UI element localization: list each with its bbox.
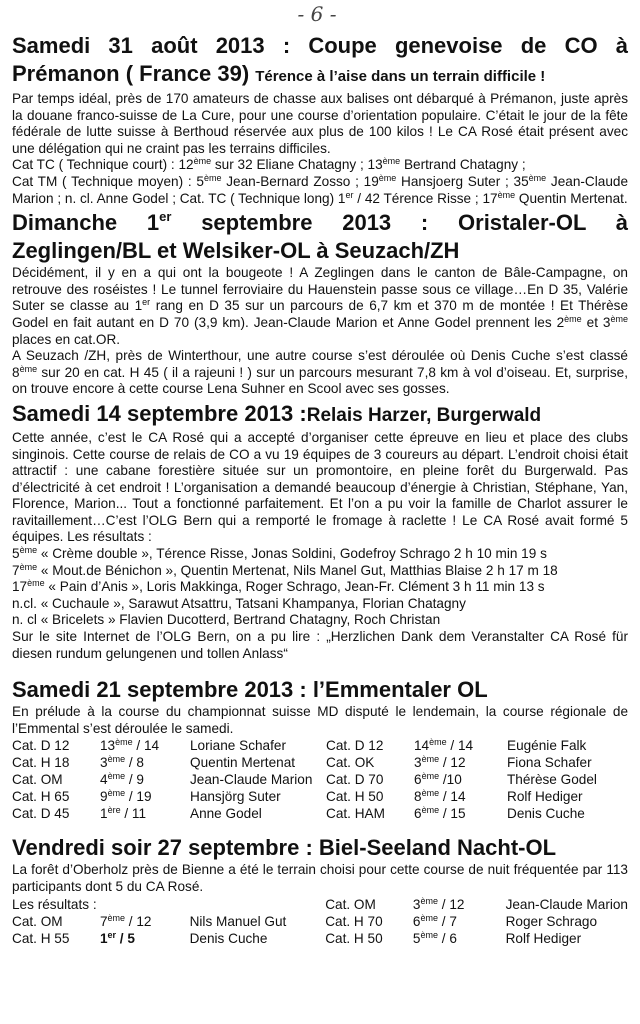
results-paragraph: Cat TC ( Technique court) : 12ème sur 32 Eliane Chatagny ; 13ème Bertrand Chatagny ; Cat TM ( Technique moyen) : 5ème Jean-Bernard Zosso ; 19ème Hansjoerg Suter ; 35ème Jean-Claude Marion ; n. cl. Anne Godel ; Cat. TC ( Technique long) 1er / 42 Térence Risse ; 17ème Quentin Mertenat. — [12, 156, 629, 206]
section-title: Samedi 31 août 2013 : Coupe genevoise de CO à — [12, 33, 628, 58]
table-cell: Denis Cuche — [189, 930, 268, 946]
table-cell — [100, 896, 190, 913]
table-row — [12, 805, 597, 822]
table-cell: 5ème / 6 — [412, 929, 457, 946]
table-cell: Cat. D 12 — [326, 738, 384, 754]
results-table — [12, 737, 597, 822]
table-row — [12, 754, 597, 771]
table-cell: 1er / 5 — [99, 929, 135, 946]
table-cell: Cat. H 50 — [326, 789, 384, 805]
table-cell: Cat. OM — [12, 913, 63, 929]
results-table — [12, 896, 628, 947]
table-cell: Cat. HAM — [326, 806, 385, 822]
table-cell: Loriane Schafer — [190, 738, 286, 754]
relay-result: 7ème « Mout.de Bénichon », Quentin Mertenat, Nils Manel Gut, Matthias Blaise 2 h 17 m 18 — [12, 561, 558, 578]
table-cell: Cat. OM — [325, 896, 376, 912]
table-cell: Anne Godel — [190, 806, 262, 822]
relay-result: 17ème « Pain d’Anis », Loris Makkinga, Roger Schrago, Jean-Fr. Clément 3 h 11 min 13 s — [12, 578, 545, 595]
paragraph: A Seuzach /ZH, près de Winterthour, une autre course s’est déroulée où Denis Cuche s’est classé 8ème sur 20 en cat. H 45 ( il a rajeuni ! ) sur un parcours mesurant 7,8 km à vol d’oiseau. Et, surprise, on trouve encore à cette course Lena Suhner en Scool avec ses gosses. — [12, 348, 628, 397]
table-cell — [12, 896, 100, 913]
paragraph: La forêt d’Oberholz près de Bienne a été le terrain choisi pour cette course de nuit fréquentée par 113 participants dont 5 du CA Rosé. — [12, 862, 628, 894]
table-row — [12, 913, 628, 930]
paragraph: Par temps idéal, près de 170 amateurs de chasse aux balises ont débarqué à Prémanon, juste après la douane franco-suisse de La Cure, pour une course d’orientation populaire. C’était le jour de la fête fédérale de lutte suisse à Berthoud réservée aux plus de 100 kilos ! Le CA Rosé était présent avec une délégation qui ne craint pas les terrains difficiles. — [12, 91, 628, 156]
table-row — [12, 737, 597, 754]
table-row — [12, 771, 597, 788]
section-relais-harzer — [12, 400, 628, 662]
table-cell: Cat. H 18 — [12, 755, 70, 771]
table-cell: Cat. H 50 — [325, 930, 383, 946]
section-oristaler-ol — [12, 209, 628, 398]
section-coupe-genevoise — [12, 32, 628, 207]
table-cell: 6ème /10 — [414, 771, 462, 788]
section-title: Dimanche 1er septembre 2013 : Oristaler-OL à — [12, 209, 628, 236]
table-row — [12, 788, 597, 805]
relay-result: n.cl. « Cuchaule », Sarawut Atsattru, Tatsani Khampanya, Florian Chatagny — [12, 595, 466, 611]
table-cell: 6ème / 15 — [414, 805, 466, 822]
table-row — [12, 896, 628, 913]
paragraph: Cette année, c’est le CA Rosé qui a accepté d’organiser cette épreuve en lieu et place des clubs singinois. Cette course de relais de CO a vu 19 équipes de 3 coureurs au départ. L’endroit choisi était attractif : une cabane forestière située sur un promontoire, en pleine forêt du Burgerwald. Pas d’électricité à cet endroit ! L’organisation a demandé beaucoup d’énergie à Christian, Stéphane, Yan, Florence, Marion... Tout a fonctionné parfaitement. Et l’on a pu voir la famille de Charlot assurer le ravitaillement…C’est l’OLG Bern qui a remporté le fromage à raclette ! Le CA Rosé avait formé 5 équipes. Les résultats : — [12, 429, 628, 545]
table-cell: Cat. H 65 — [12, 789, 70, 805]
table-cell: Quentin Mertenat — [190, 755, 296, 771]
table-cell: 6ème / 7 — [412, 912, 457, 929]
table-cell: 13ème / 14 — [100, 737, 160, 754]
table-cell: Cat. H 55 — [12, 930, 70, 946]
table-cell: 3ème / 8 — [100, 754, 144, 771]
table-cell: Roger Schrago — [505, 913, 598, 929]
section-title: Samedi 21 septembre 2013 : l’Emmentaler OL — [12, 677, 488, 703]
table-cell — [190, 896, 326, 913]
table-cell: Jean-Claude Marion — [190, 772, 313, 788]
paragraph: Décidément, il y en a qui ont la bougeote ! A Zeglingen dans le canton de Bâle-Campagne, on retrouve des roséistes ! Le tunnel ferroviaire du Hauenstein passe sous ce village…En D 35, Valérie Suter se classe au 1er rang en D 35 sur un parcours de 6,7 km et 370 m de montée ! Et Thérèse Godel en fait autant en D 70 (3,9 km). Jean-Claude Marion et Anne Godel prennent les 2ème et 3ème places en cat.OR. — [12, 265, 628, 347]
table-cell: 1ère / 11 — [100, 805, 147, 822]
relay-result: 5ème « Crème double », Térence Risse, Jonas Soldini, Godefroy Schrago 2 h 10 min 19 s — [12, 545, 547, 562]
table-cell: Nils Manuel Gut — [189, 913, 287, 929]
table-cell: Cat. D 45 — [12, 806, 70, 822]
table-cell: Cat. D 12 — [12, 738, 70, 754]
table-cell: Cat. OK — [326, 755, 375, 771]
paragraph: En prélude à la course du championnat suisse MD disputé le lendemain, la course régionale de l’Emmental s’est déroulée le samedi. — [12, 704, 628, 736]
table-cell: Jean-Claude Marion — [505, 896, 628, 912]
document-body — [12, 32, 628, 947]
paragraph: Sur le site Internet de l’OLG Bern, on a pu lire : „Herzlichen Dank dem Veranstalter CA Rosé für diesen rundum gelungenen und tollen Anlass“ — [12, 629, 628, 661]
table-cell: Cat. H 70 — [325, 913, 383, 929]
table-cell: Eugénie Falk — [507, 738, 587, 754]
section-title: Samedi 14 septembre 2013 :Relais Harzer, Burgerwald — [12, 400, 542, 426]
table-cell: Cat. OM — [12, 772, 63, 788]
table-cell: 3ème / 12 — [412, 895, 465, 912]
table-cell: Thérèse Godel — [507, 772, 597, 788]
table-cell: Rolf Hediger — [505, 930, 582, 946]
page-number: - 6 - — [297, 2, 337, 26]
table-cell: Denis Cuche — [507, 806, 585, 822]
section-nacht-ol — [12, 834, 628, 946]
results-label: Les résultats : — [12, 896, 97, 912]
table-cell: 14ème / 14 — [414, 737, 474, 754]
table-cell: 7ème / 12 — [99, 912, 152, 929]
table-cell: 8ème / 14 — [414, 788, 466, 805]
table-cell: 9ème / 19 — [100, 788, 152, 805]
table-cell: Hansjörg Suter — [190, 789, 281, 805]
relay-result: n. cl « Bricelets » Flavien Ducotterd, Bertrand Chatagny, Roch Christan — [12, 612, 441, 628]
section-title-line2: Prémanon ( France 39) Térence à l’aise dans un terrain difficile ! — [12, 61, 546, 86]
table-cell: 3ème / 12 — [414, 754, 466, 771]
section-title: Vendredi soir 27 septembre : Biel-Seeland Nacht-OL — [12, 835, 557, 861]
section-title-line2: Zeglingen/BL et Welsiker-OL à Seuzach/ZH — [12, 238, 460, 264]
table-cell: Fiona Schafer — [507, 755, 592, 771]
table-cell: 4ème / 9 — [100, 771, 144, 788]
section-emmentaler-ol — [12, 676, 628, 822]
table-row — [12, 930, 628, 947]
table-cell: Cat. D 70 — [326, 772, 384, 788]
section-subtitle: Térence à l’aise dans un terrain difficile ! — [255, 68, 546, 85]
table-cell: Rolf Hediger — [507, 789, 583, 805]
